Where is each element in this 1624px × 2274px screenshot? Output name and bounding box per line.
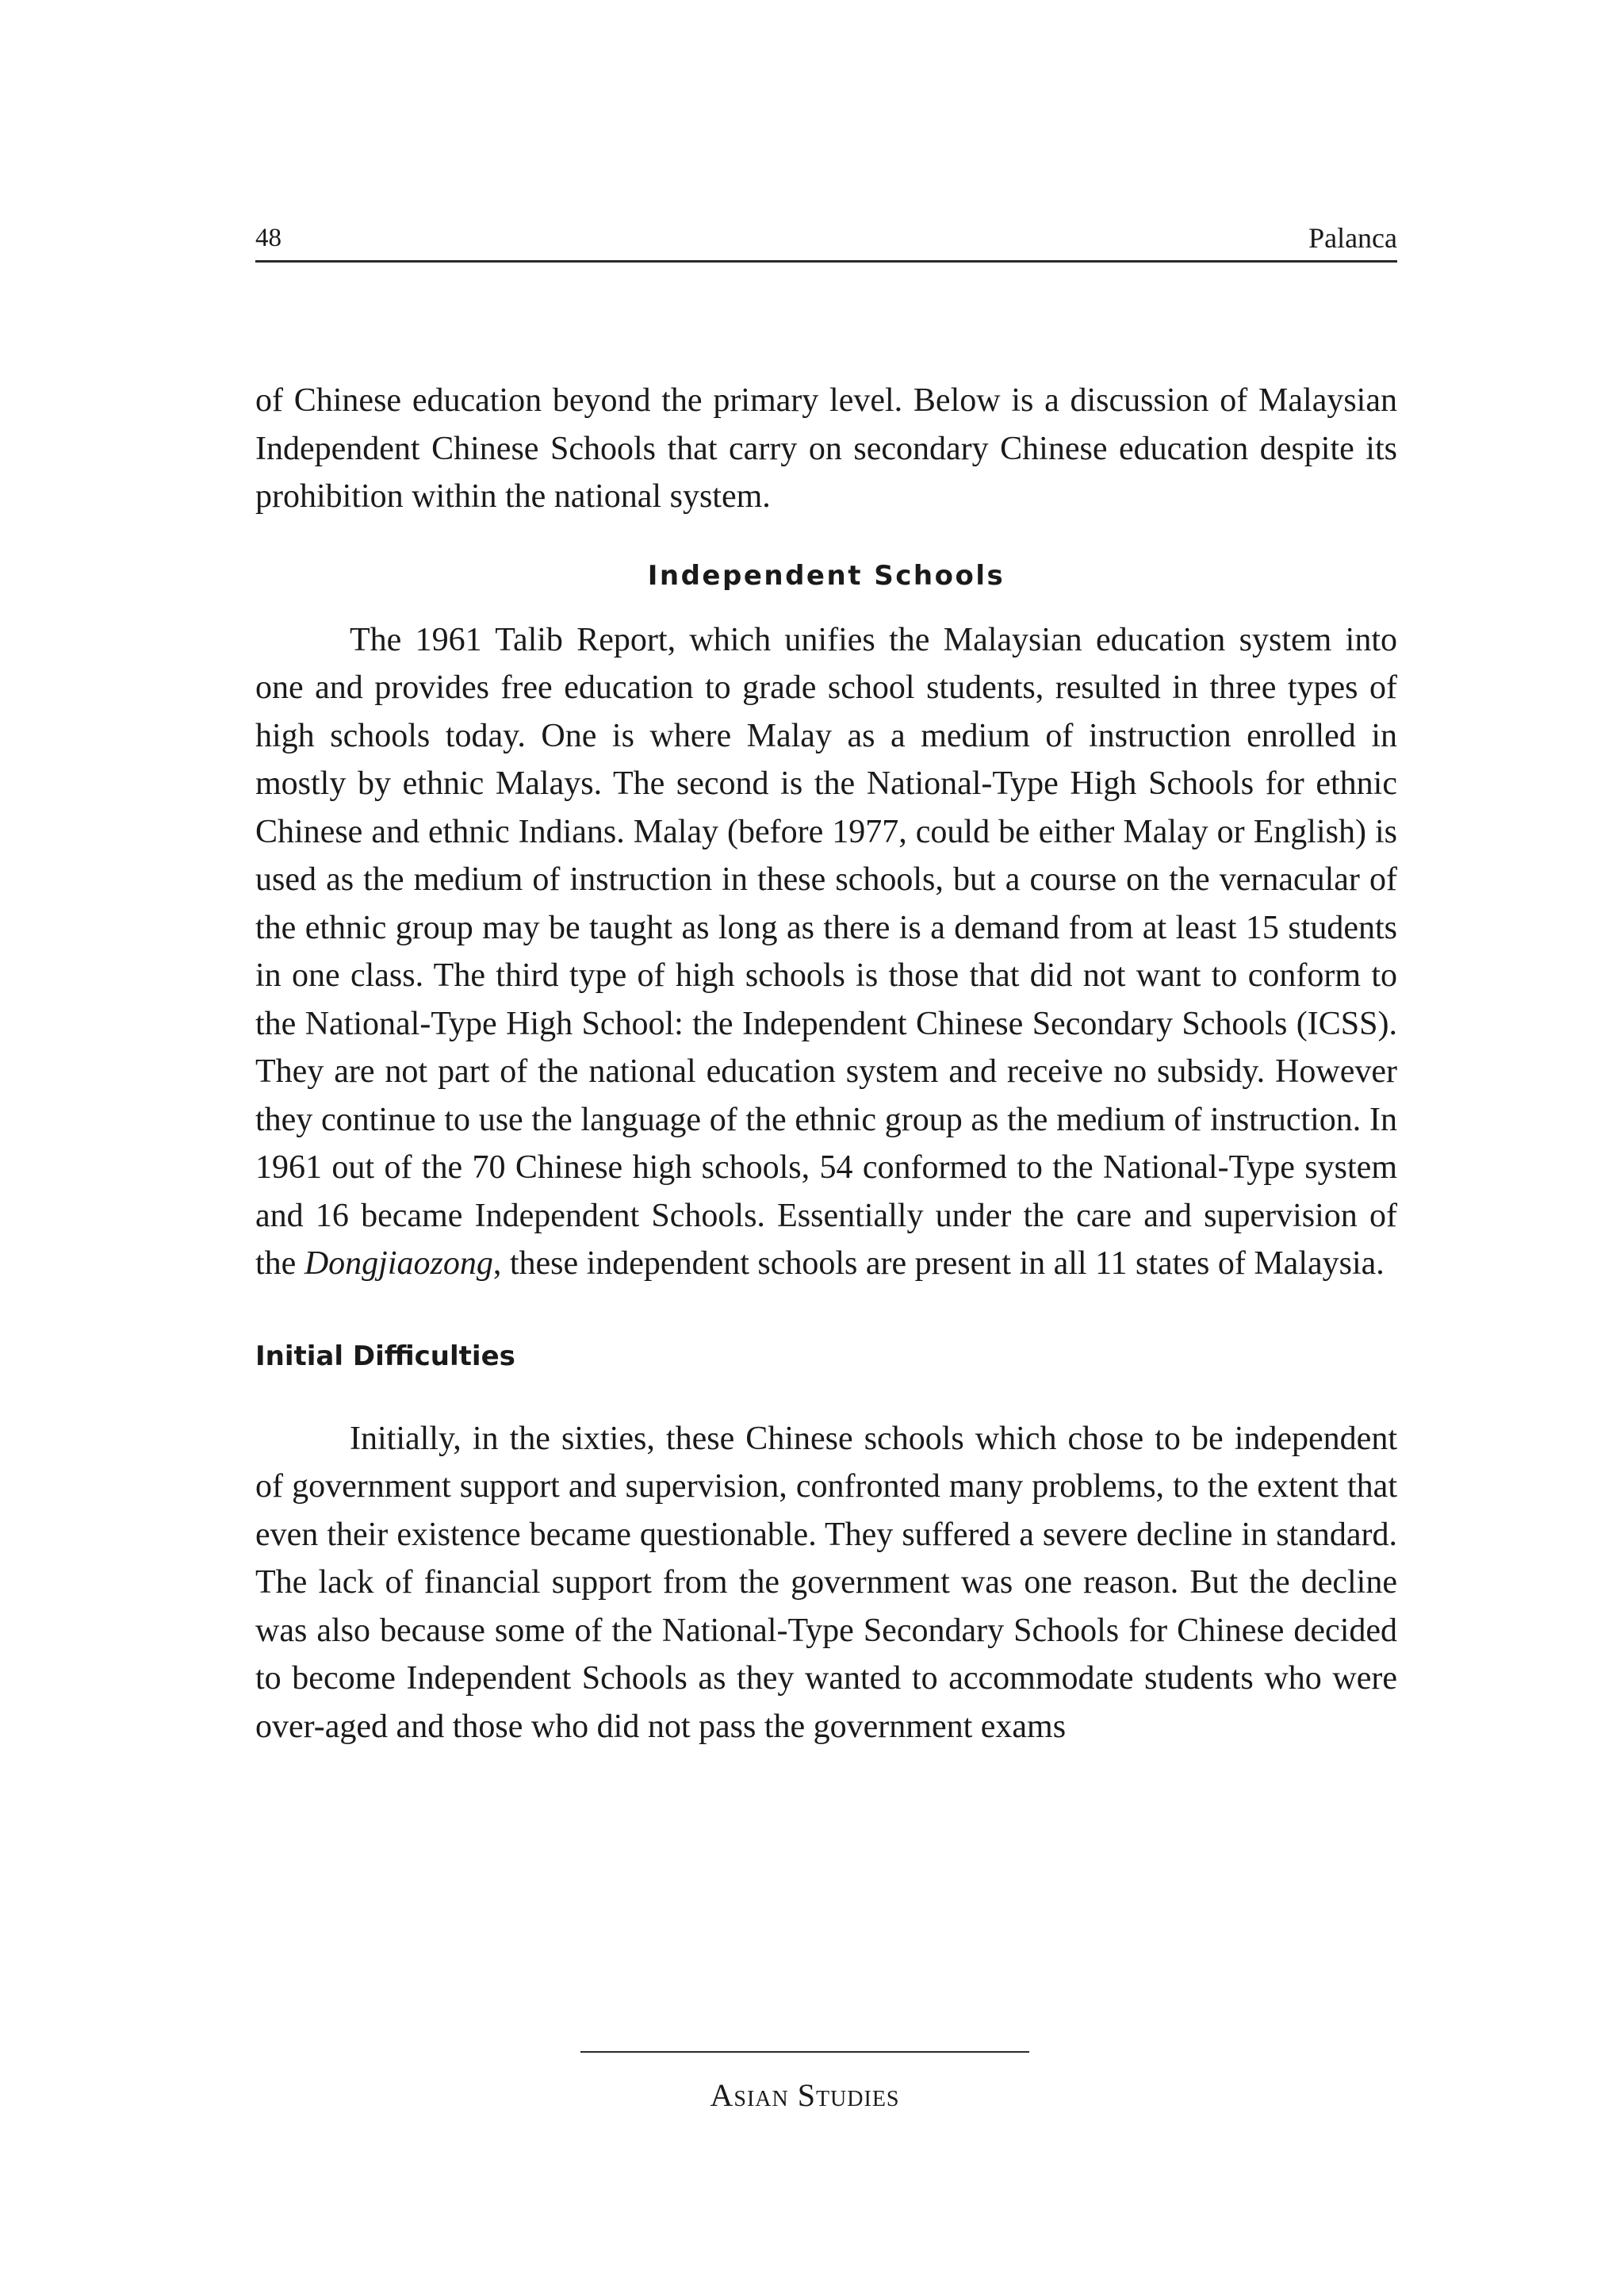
running-head-author: Palanca xyxy=(1308,222,1397,254)
italic-term: Dongjiaozong xyxy=(304,1245,493,1282)
opening-paragraph: of Chinese education beyond the primary level. Below is a discussion of Malaysian Independent Chinese Schools that carry on secondary Chinese education despite its prohibition within the national system. xyxy=(255,382,1397,515)
subsection-heading: Initial Difficulties xyxy=(255,1340,515,1372)
section-paragraph-text-start: The 1961 Talib Report, which unifies the Malaysian education system into one and provides free education to grade school students, resulted in three types of high schools today. One is where Malay as a medium of instruction enrolled in mostly by ethnic Malays. The second is the National-Type High Schools for ethnic Chinese and ethnic Indians. Malay (before 1977, could be either Malay or English) is used as the medium of instruction in these schools, but a course on the vernacular of the ethnic group may be taught as long as there is a demand from at least 15 students in one class. The third type of high schools is those that did not want to conform to the National-Type High School: the Independent Chinese Secondary Schools (ICSS). They are not part of the national education system and receive no subsidy. However they continue to use the language of the ethnic group as the medium of instruction. In 1961 out of the 70 Chinese high schools, 54 conformed to the National-Type system and 16 became Independent Schools. Essentially under the care and supervision of the xyxy=(255,621,1397,1282)
subsection-paragraph: Initially, in the sixties, these Chinese schools which chose to be independent of government support and supervision, confronted many problems, to the extent that even their existence became questionable. They suffered a severe decline in standard. The lack of financial support from the government was one reason. But the decline was also because some of the National-Type Secondary Schools for Chinese decided to become Independent Schools as they wanted to accommodate students who were over-aged and those who did not pass the government exams xyxy=(255,1420,1397,1745)
journal-name: Asian Studies xyxy=(710,2077,900,2113)
section-paragraph xyxy=(255,616,1397,1288)
running-head xyxy=(255,220,1397,263)
article-body xyxy=(255,377,1397,1751)
footer-rule xyxy=(580,2051,1029,2053)
section-heading: Independent Schools xyxy=(647,559,1005,592)
page-number: 48 xyxy=(255,224,282,252)
section-paragraph-text-end: , these independent schools are present in all 11 states of Malaysia. xyxy=(492,1245,1385,1282)
